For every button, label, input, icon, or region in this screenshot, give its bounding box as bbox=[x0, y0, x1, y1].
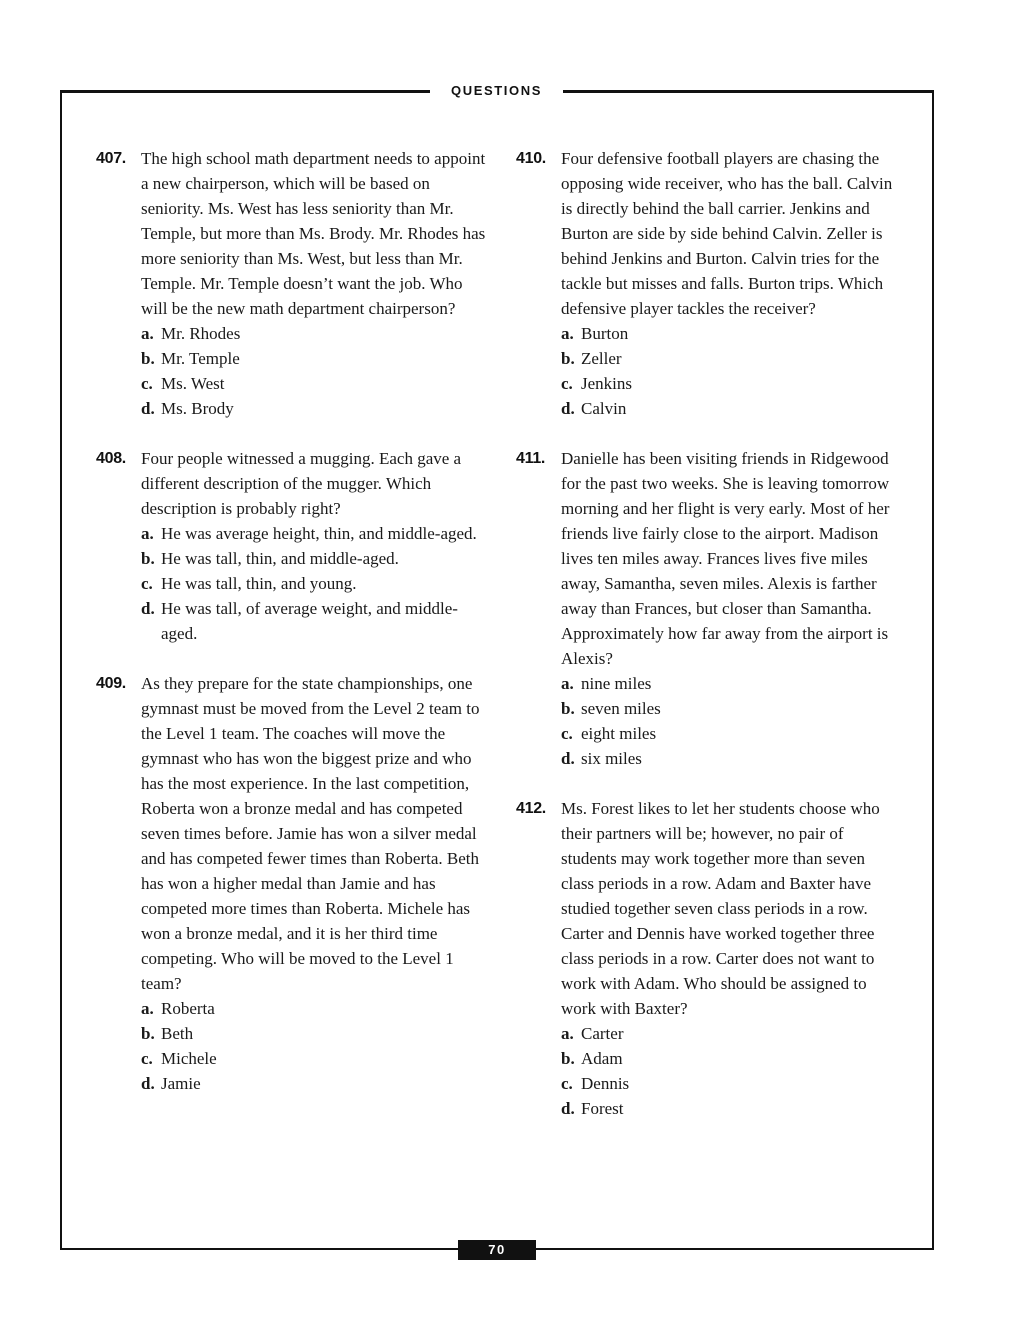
question-text: Four people witnessed a mugging. Each gave a different description of the mugger. Which description is probably right? bbox=[141, 449, 462, 518]
choice-text: Carter bbox=[581, 1024, 624, 1043]
answer-choice bbox=[141, 521, 486, 546]
choice-letter: d. bbox=[141, 399, 155, 418]
answer-choice bbox=[141, 321, 486, 346]
choice-letter: d. bbox=[141, 599, 155, 618]
question-number: 410. bbox=[516, 150, 546, 167]
choice-text: He was tall, thin, and young. bbox=[161, 574, 357, 593]
choice-text: Dennis bbox=[581, 1074, 630, 1093]
question-number: 407. bbox=[96, 150, 126, 167]
answer-choice bbox=[561, 1096, 900, 1121]
choice-letter: d. bbox=[561, 1099, 575, 1118]
choice-letter: b. bbox=[561, 349, 575, 368]
answer-choice bbox=[561, 746, 900, 771]
frame-bottom-rule-left bbox=[60, 1248, 458, 1250]
answer-choice bbox=[141, 396, 486, 421]
question-number: 408. bbox=[96, 450, 126, 467]
choice-text: eight miles bbox=[581, 724, 657, 743]
answer-choice bbox=[141, 996, 486, 1021]
choice-letter: b. bbox=[561, 699, 575, 718]
question-text: Danielle has been visiting friends in Ridgewood for the past two weeks. She is leaving tomorrow morning and her flight is very early. Most of her friends live fairly close to the airport. Madison lives ten miles away. Frances lives five miles away, Samantha, seven miles. Alexis is farther away than Frances, but closer than Samantha. Approximately how far away from the airport is Alexis? bbox=[561, 449, 890, 668]
answer-choice bbox=[561, 396, 900, 421]
choice-text: Mr. Rhodes bbox=[161, 324, 241, 343]
answer-choices bbox=[141, 521, 486, 646]
answer-choice bbox=[141, 1071, 486, 1096]
choice-text: Jamie bbox=[161, 1074, 201, 1093]
choice-text: He was tall, of average weight, and middle-aged. bbox=[161, 599, 458, 643]
choice-letter: b. bbox=[141, 349, 155, 368]
answer-choices bbox=[141, 996, 486, 1096]
answer-choice bbox=[561, 371, 900, 396]
choice-letter: d. bbox=[561, 399, 575, 418]
choice-text: Ms. Brody bbox=[161, 399, 234, 418]
choice-text: Forest bbox=[581, 1099, 624, 1118]
question bbox=[516, 146, 900, 421]
answer-choice bbox=[561, 1021, 900, 1046]
right-column bbox=[516, 146, 900, 1146]
answer-choice bbox=[141, 546, 486, 571]
choice-letter: c. bbox=[141, 374, 153, 393]
question-text: Ms. Forest likes to let her students choose who their partners will be; however, no pair of students may work together more than seven class periods in a row. Adam and Baxter have studied together seven class periods in a row. Carter and Dennis have worked together three class periods in a row. Carter does not want to work with Adam. Who should be assigned to work with Baxter? bbox=[561, 799, 880, 1018]
question bbox=[516, 796, 900, 1121]
choice-letter: b. bbox=[141, 1024, 155, 1043]
choice-text: Ms. West bbox=[161, 374, 225, 393]
answer-choice bbox=[561, 696, 900, 721]
choice-letter: c. bbox=[141, 1049, 153, 1068]
choice-letter: a. bbox=[141, 524, 154, 543]
choice-letter: c. bbox=[561, 724, 573, 743]
answer-choice bbox=[561, 721, 900, 746]
choice-text: Beth bbox=[161, 1024, 194, 1043]
choice-letter: a. bbox=[561, 674, 574, 693]
choice-letter: a. bbox=[141, 324, 154, 343]
choice-text: Adam bbox=[581, 1049, 623, 1068]
answer-choices bbox=[561, 1021, 900, 1121]
answer-choice bbox=[561, 1046, 900, 1071]
choice-text: nine miles bbox=[581, 674, 652, 693]
answer-choice bbox=[141, 1046, 486, 1071]
choice-text: He was tall, thin, and middle-aged. bbox=[161, 549, 399, 568]
choice-letter: c. bbox=[561, 1074, 573, 1093]
question bbox=[96, 671, 486, 1096]
question-number: 409. bbox=[96, 675, 126, 692]
choice-text: Michele bbox=[161, 1049, 217, 1068]
section-header: QUESTIONS bbox=[451, 83, 542, 98]
answer-choice bbox=[141, 346, 486, 371]
choice-text: Burton bbox=[581, 324, 629, 343]
answer-choices bbox=[141, 321, 486, 421]
choice-letter: a. bbox=[561, 1024, 574, 1043]
answer-choice bbox=[141, 571, 486, 596]
choice-letter: a. bbox=[561, 324, 574, 343]
answer-choice bbox=[561, 671, 900, 696]
choice-text: Jenkins bbox=[581, 374, 632, 393]
question-text: Four defensive football players are chasing the opposing wide receiver, who has the ball. Calvin is directly behind the ball carrier. Jenkins and Burton are side by side behind Calvin. Zeller is behind Jenkins and Burton. Calvin tries for the tackle but misses and falls. Burton trips. Which defensive player tackles the receiver? bbox=[561, 149, 893, 318]
answer-choices bbox=[561, 671, 900, 771]
choice-letter: c. bbox=[141, 574, 153, 593]
question-text: As they prepare for the state championships, one gymnast must be moved from the Level 2 team to the Level 1 team. The coaches will move the gymnast who has won the biggest prize and who has the most experience. In the last competition, Roberta won a bronze medal and has competed seven times before. Jamie has won a silver medal and has competed fewer times than Roberta. Beth has won a higher medal than Jamie and has competed more times than Roberta. Michele has won a bronze medal, and it is her third time competing. Who will be moved to the Level 1 team? bbox=[141, 674, 480, 993]
answer-choice bbox=[561, 1071, 900, 1096]
frame-top-rule-right bbox=[563, 90, 934, 93]
choice-letter: c. bbox=[561, 374, 573, 393]
choice-text: He was average height, thin, and middle-aged. bbox=[161, 524, 477, 543]
choice-letter: d. bbox=[561, 749, 575, 768]
answer-choice bbox=[141, 371, 486, 396]
choice-letter: d. bbox=[141, 1074, 155, 1093]
left-column bbox=[96, 146, 486, 1121]
choice-text: six miles bbox=[581, 749, 642, 768]
choice-text: seven miles bbox=[581, 699, 661, 718]
answer-choice bbox=[561, 346, 900, 371]
question-text: The high school math department needs to appoint a new chairperson, which will be based on seniority. Ms. West has less seniority than Mr. Temple, but more than Ms. Brody. Mr. Rhodes has more seniority than Ms. West, but less than Mr. Temple. Mr. Temple doesn’t want the job. Who will be the new math department chairperson? bbox=[141, 149, 486, 318]
answer-choice bbox=[561, 321, 900, 346]
question-number: 412. bbox=[516, 800, 546, 817]
question bbox=[516, 446, 900, 771]
choice-text: Zeller bbox=[581, 349, 622, 368]
question bbox=[96, 146, 486, 421]
choice-text: Roberta bbox=[161, 999, 215, 1018]
question bbox=[96, 446, 486, 646]
question-number: 411. bbox=[516, 450, 546, 467]
choice-letter: b. bbox=[141, 549, 155, 568]
choice-letter: a. bbox=[141, 999, 154, 1018]
frame-right-rule bbox=[932, 90, 934, 1250]
page-number: 70 bbox=[458, 1240, 536, 1260]
choice-letter: b. bbox=[561, 1049, 575, 1068]
answer-choice bbox=[141, 1021, 486, 1046]
frame-left-rule bbox=[60, 90, 62, 1250]
frame-bottom-rule-right bbox=[536, 1248, 934, 1250]
choice-text: Calvin bbox=[581, 399, 627, 418]
frame-top-rule-left bbox=[60, 90, 430, 93]
answer-choice bbox=[141, 596, 486, 646]
choice-text: Mr. Temple bbox=[161, 349, 240, 368]
answer-choices bbox=[561, 321, 900, 421]
